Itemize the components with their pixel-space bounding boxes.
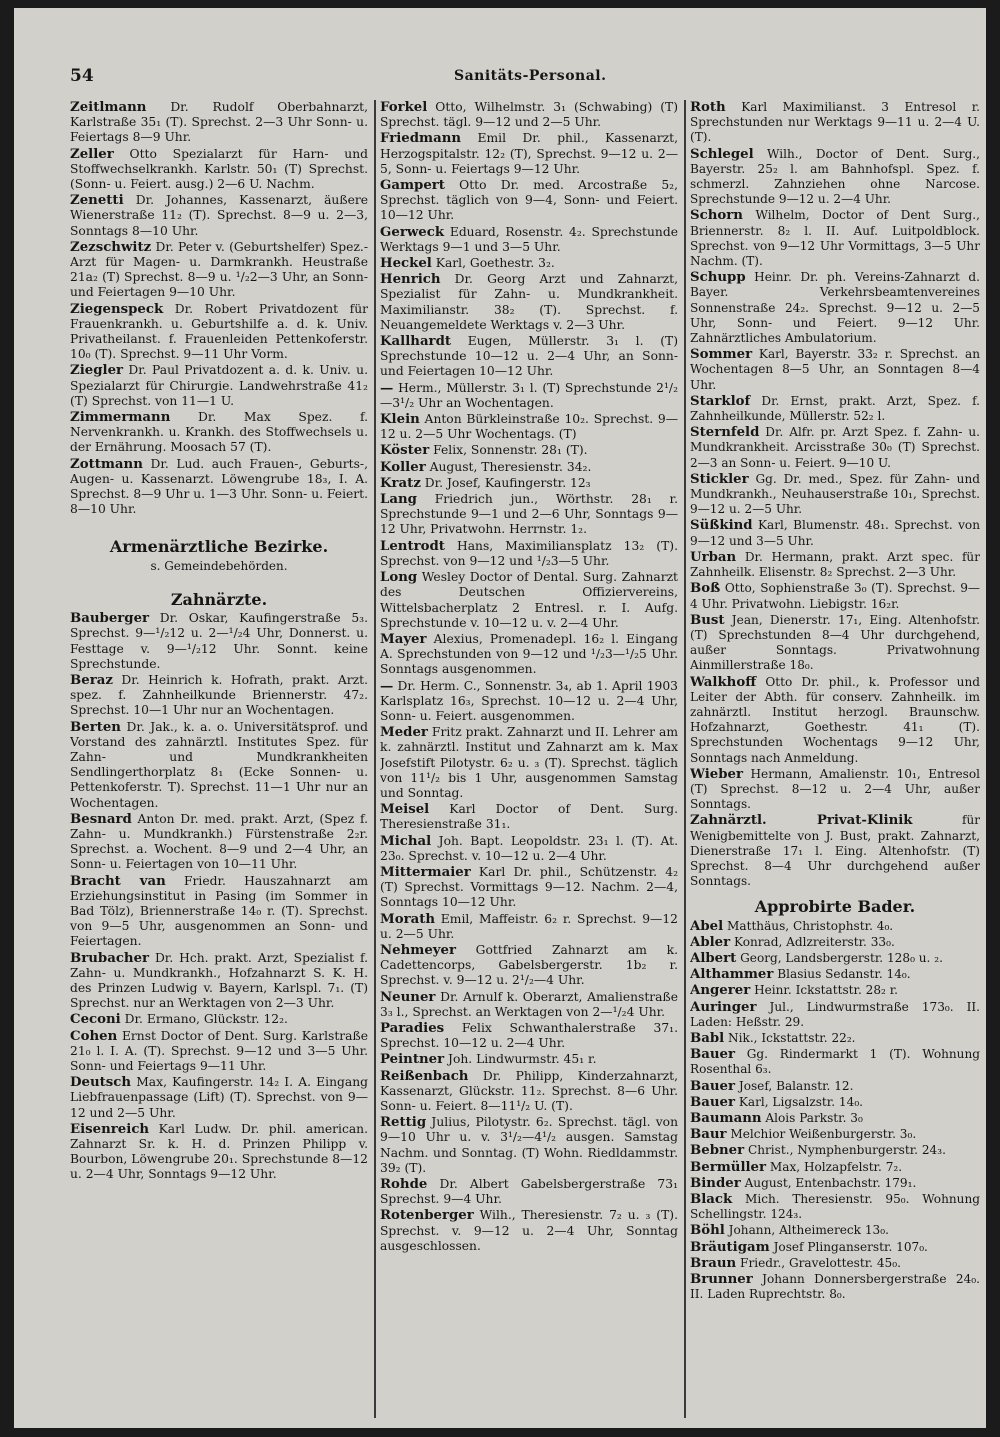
entry-details: Georg, Landsbergerstr. 128₀ u. ₂. — [736, 950, 943, 965]
entry-name: Sternfeld — [690, 425, 760, 441]
entry-name: Böhl — [690, 1223, 725, 1239]
entry-details: Dr. Lud. auch Frauen-, Geburts-, Augen- u. Kassenarzt. Löwengrube 18₃, I. A. Sprechst. 8—9 Uhr u. 1—3 Uhr. Sonn- u. Feiert. 8—10 Uhr. — [70, 456, 368, 517]
entry-name: Zeller — [70, 146, 114, 162]
entry-name: Boß — [690, 581, 721, 597]
entry-name: — — [380, 380, 394, 396]
entry-details: Dr. Hermann, prakt. Arzt spec. für Zahnheilk. Elisenstr. 8₂ Sprechst. 2—3 Uhr. — [690, 549, 980, 580]
directory-entry — [690, 1176, 980, 1191]
directory-entry — [690, 1079, 980, 1094]
entry-name: Nehmeyer — [380, 942, 457, 958]
entry-details: Anton Bürkleinstraße 10₂. Sprechst. 9—12 u. 2—5 Uhr Wochentags. (T) — [380, 412, 678, 442]
entry-details: Dr. Alfr. pr. Arzt Spez. f. Zahn- u. Mundkrankheit. Arcisstraße 30₀ (T) Sprechst. 2—3 an Sonn- u. Feiert. 9—10 U. — [690, 425, 980, 470]
entry-name: — — [380, 678, 394, 694]
entry-name: Lang — [380, 492, 417, 508]
column-divider-right — [684, 100, 686, 1418]
entry-name: Meder — [380, 725, 428, 741]
directory-entry — [70, 363, 368, 409]
directory-entry — [690, 147, 980, 208]
entry-name: Zimmermann — [70, 410, 171, 426]
entry-name: Althammer — [690, 967, 774, 983]
directory-entry — [380, 865, 678, 911]
entry-name: Bermüller — [690, 1159, 767, 1175]
entry-details: Joh. Lindwurmstr. 45₁ r. — [444, 1052, 597, 1067]
entry-details: Hermann, Amalienstr. 10₁, Entresol (T) Sprechst. 8—12 u. 2—4 Uhr, außer Sonntags. — [690, 766, 980, 812]
entry-details: Nik., Ickstattstr. 22₂. — [724, 1030, 856, 1045]
entry-details: Friedr. Hauszahnarzt am Erziehungsinstitut in Pasing (im Sommer in Bad Tölz), Briennerstraße 14₀ r. (T). Sprechst. von 9—5 Uhr, ausgenommen an Sonn- und Feiertagen. — [70, 873, 368, 949]
directory-entry — [690, 208, 980, 269]
entry-details: Dr. Albert Gabelsbergerstraße 73₁ Sprechst. 9—4 Uhr. — [380, 1177, 678, 1207]
entry-details: Dr. Peter v. (Geburtshelfer) Spez.-Arzt für Magen- u. Darmkrankh. Heustraße 21a₂ (T) Sprechst. 8—9 u. ¹/₂2—3 Uhr, an Sonn- und Feiertagen 9—10 Uhr. — [70, 239, 368, 300]
entry-name: Henrich — [380, 272, 441, 288]
entry-name: Zezschwitz — [70, 239, 152, 255]
directory-entry — [690, 813, 980, 889]
entry-details: Dr. Georg Arzt und Zahnarzt, Spezialist für Zahn- u. Mundkrankheit. Maximilianstr. 38₂ (T). Sprechst. f. Neuangemeldete Werktags v. 2—3 Uhr. — [380, 272, 678, 332]
directory-entry — [380, 1069, 678, 1115]
entry-name: Bauberger — [70, 611, 150, 627]
directory-entry — [690, 951, 980, 966]
directory-entry — [690, 394, 980, 424]
entry-details: Felix, Sonnenstr. 28₁ (T). — [429, 443, 588, 458]
directory-entry — [380, 225, 678, 255]
entry-details: Dr. Arnulf k. Oberarzt, Amalienstraße 3₃ l., Sprechst. an Werktagen von 2—¹/₂4 Uhr. — [380, 989, 678, 1019]
directory-entry — [380, 632, 678, 678]
entry-details: Mich. Theresienstr. 95₀. Wohnung Schellingstr. 124₃. — [690, 1192, 980, 1222]
entry-details: August, Theresienstr. 34₂. — [425, 459, 592, 474]
page — [14, 8, 986, 1428]
directory-entry — [380, 476, 678, 491]
entry-name: Lentrodt — [380, 538, 445, 554]
entry-name: Sommer — [690, 347, 753, 363]
entry-details: Heinr. Ickstattstr. 28₂ r. — [750, 983, 899, 998]
entry-name: Kratz — [380, 475, 421, 491]
page-number: 54 — [70, 66, 94, 86]
column-left — [70, 100, 368, 1418]
directory-entry — [380, 570, 678, 631]
directory-entry — [70, 951, 368, 1012]
entry-details: Dr. Heinrich k. Hofrath, prakt. Arzt. spez. f. Zahnheilkunde Briennerstr. 47₂. Sprechst. 10—1 Uhr nur an Wochentagen. — [70, 672, 368, 718]
entry-name: Zeitlmann — [70, 100, 147, 115]
entries-zahnaerzte-right — [690, 100, 980, 889]
column-divider-left — [374, 100, 376, 1418]
entry-name: Heckel — [380, 256, 432, 272]
directory-entry — [380, 412, 678, 442]
directory-entry — [380, 492, 678, 538]
directory-entry — [70, 1075, 368, 1121]
entry-name: Neuner — [380, 989, 436, 1005]
entry-details: Otto Dr. med. Arcostraße 5₂, Sprechst. täglich von 9—4, Sonn- und Feiert. 10—12 Uhr. — [380, 178, 678, 223]
entry-name: Eisenreich — [70, 1121, 150, 1137]
directory-entry — [690, 983, 980, 998]
entry-details: Joh. Bapt. Leopoldstr. 23₁ l. (T). At. 23₀. Sprechst. v. 10—12 u. 2—4 Uhr. — [380, 833, 678, 863]
entry-name: Albert — [690, 950, 737, 966]
directory-entry — [70, 100, 368, 146]
directory-entry — [70, 874, 368, 950]
entry-details: Anton Dr. med. prakt. Arzt, (Spez f. Zahn- u. Mundkrankh.) Fürstenstraße 2₂r. Sprechst. a. Wochent. 8—9 und 2—4 Uhr, an Sonn- u. Feiertagen von 10—11 Uhr. — [70, 811, 368, 872]
directory-entry — [690, 270, 980, 346]
directory-entry — [380, 131, 678, 177]
entry-details: Otto, Wilhelmstr. 3₁ (Schwabing) (T) Sprechst. tägl. 9—12 und 2—5 Uhr. — [380, 100, 678, 130]
directory-entry — [690, 1031, 980, 1046]
entry-details: Heinr. Dr. ph. Vereins-Zahnarzt d. Bayer. Verkehrsbeamtenvereines Sonnenstraße 24₂. Sprechst. 9—12 u. 2—5 Uhr, Sonn- und Feiert. 9—12 Uhr. Zahnärztliches Ambulatorium. — [690, 270, 980, 346]
entry-details: Eduard, Rosenstr. 4₂. Sprechstunde Werktags 9—1 und 3—5 Uhr. — [380, 224, 678, 254]
directory-entry — [380, 1208, 678, 1254]
directory-entry — [690, 1223, 980, 1238]
entry-name: Zenetti — [70, 193, 124, 209]
directory-entry — [70, 673, 368, 719]
directory-entry — [690, 1256, 980, 1271]
entries-zahnaerzte-middle — [380, 100, 678, 1254]
directory-entry — [690, 1095, 980, 1110]
entry-name: Bracht van — [70, 873, 166, 889]
entry-name: Braun — [690, 1255, 737, 1271]
directory-entry — [380, 381, 678, 411]
entry-name: Berten — [70, 719, 121, 735]
entry-name: Paradies — [380, 1020, 445, 1036]
entry-details: Wilhelm, Doctor of Dent Surg., Briennerstr. 8₂ l. II. Auf. Luitpoldblock. Sprechst. von 9—12 Uhr Vormittags, 3—5 Uhr Nachm. (T). — [690, 208, 980, 269]
directory-entry — [690, 935, 980, 950]
entries-zahnaerzte-left — [70, 611, 368, 1183]
entry-name: Mittermaier — [380, 864, 471, 880]
directory-entry — [380, 539, 678, 569]
directory-entry — [380, 256, 678, 271]
directory-entry — [380, 1052, 678, 1067]
entry-details: Wesley Doctor of Dental. Surg. Zahnarzt des Deutschen Offiziervereins, Wittelsbacherplatz 2 Entresl. r. I. Aufg. Sprechstunde v. 10—12 u. v. 2—4 Uhr. — [380, 570, 678, 630]
entry-details: Dr. Ermano, Glückstr. 12₂. — [120, 1012, 288, 1027]
directory-entry — [690, 550, 980, 580]
entry-name: Long — [380, 570, 418, 586]
entry-details: Friedr., Gravelottestr. 45₀. — [736, 1255, 901, 1270]
entry-name: Schlegel — [690, 146, 754, 162]
directory-entry — [70, 147, 368, 193]
entry-details: Dr. Josef, Kaufingerstr. 12₃ — [420, 475, 591, 490]
entry-details: Dr. Rudolf Oberbahnarzt, Karlstraße 35₁ (T). Sprechst. 2—3 Uhr Sonn- u. Feiertags 8—9 Uhr. — [70, 100, 368, 145]
entry-details: Christ., Nymphenburgerstr. 24₃. — [744, 1143, 946, 1158]
directory-entry — [380, 725, 678, 801]
entry-name: Bebner — [690, 1143, 745, 1159]
entry-name: Meisel — [380, 802, 430, 818]
directory-entry — [70, 720, 368, 811]
entry-name: Bauer — [690, 1078, 735, 1094]
entry-details: Wilh., Doctor of Dent. Surg., Bayerstr. 25₂ l. am Bahnhofspl. Spez. f. schmerzl. Zahnziehen ohne Narcose. Sprechstunde 9—12 u. 2—4 Uhr. — [690, 146, 980, 207]
entry-details: Karl, Ligsalzstr. 14₀. — [735, 1094, 864, 1109]
entry-details: Johann Donnersbergerstraße 24₀. II. Laden Ruprechtstr. 8₀. — [690, 1272, 980, 1302]
directory-entry — [380, 272, 678, 333]
entry-details: Dr. Jak., k. a. o. Universitätsprof. und Vorstand des zahnärztl. Institutes Spez. für Zahn- und Mundkrankheiten Sendlingerthorplatz 8₁ (Ecke Sonnen- u. Pettenkoferstr. T). Sprechst. 11—1 Uhr nur an Wochentagen. — [70, 719, 368, 810]
directory-entry — [380, 679, 678, 725]
directory-entry — [690, 100, 980, 146]
entry-name: Black — [690, 1192, 733, 1208]
entry-name: Friedmann — [380, 131, 462, 147]
directory-entry — [690, 472, 980, 518]
section-note-armenaerztliche: s. Gemeindebehörden. — [150, 558, 288, 573]
entry-details: Dr. Hch. prakt. Arzt, Spezialist f. Zahn- u. Mundkrankh., Hofzahnarzt S. K. H. des Prinzen Ludwig v. Bayern, Karlspl. 7₁. (T) Sprechst. nur an Werktagen von 2—3 Uhr. — [70, 950, 368, 1011]
entry-details: Hans, Maximiliansplatz 13₂ (T). Sprechst. von 9—12 und ¹/₂3—5 Uhr. — [380, 538, 678, 568]
directory-entry — [690, 919, 980, 934]
entry-details: Herm., Müllerstr. 3₁ l. (T) Sprechstunde 2¹/₂—3¹/₂ Uhr an Wochentagen. — [380, 380, 678, 410]
entry-details: Wilh., Theresienstr. 7₂ u. ₃ (T). Sprechst. v. 9—12 u. 2—4 Uhr, Sonntag ausgeschlossen. — [380, 1208, 678, 1253]
column-middle — [380, 100, 678, 1418]
section-title-zahnaerzte: Zahnärzte. — [170, 589, 268, 609]
entry-details: Jean, Dienerstr. 17₁, Eing. Altenhofstr. (T) Sprechstunden 8—4 Uhr durchgehend, außer Sonntags. Privatwohnung Ainmillerstraße 18₀. — [690, 612, 980, 673]
entry-details: August, Entenbachstr. 179₁. — [740, 1175, 917, 1190]
entry-details: Matthäus, Christophstr. 4₀. — [723, 918, 894, 933]
directory-entry — [690, 675, 980, 766]
entry-name: Gampert — [380, 178, 445, 194]
entry-details: Alois Parkstr. 3₀ — [761, 1111, 863, 1125]
entry-name: Brunner — [690, 1272, 753, 1288]
entry-name: Gerweck — [380, 224, 445, 240]
section-title-bader: Approbirte Bader. — [754, 897, 916, 917]
entry-details: Dr. Oskar, Kaufingerstraße 5₃. Sprechst. 9—¹/₂12 u. 2—¹/₂4 Uhr, Donnerst. u. Festtage v. 9—¹/₂12 Uhr. Sonnt. keine Sprechstunde. — [70, 611, 368, 671]
entry-details: Fritz prakt. Zahnarzt und II. Lehrer am k. zahnärztl. Institut und Zahnarzt am k. Max Josefstift Pilotystr. 6₂ u. ₃ (T). Sprechst. täglich von 11¹/₂ bis 1 Uhr, ausgenommen Samstag und Sonntag. — [380, 725, 678, 800]
entry-name: Auringer — [690, 999, 757, 1015]
directory-entry — [690, 425, 980, 471]
entry-name: Reißenbach — [380, 1068, 469, 1084]
entry-name: Beraz — [70, 672, 113, 688]
entry-details: Josef Plinganserstr. 107₀. — [769, 1239, 928, 1254]
directory-entry — [380, 834, 678, 864]
entry-details: Karl, Blumenstr. 48₁. Sprechst. von 9—12 und 3—5 Uhr. — [690, 518, 980, 548]
directory-entry — [70, 193, 368, 239]
entry-name: Abel — [690, 918, 724, 934]
directory-entry — [380, 990, 678, 1020]
directory-entry — [690, 518, 980, 548]
entry-details: Emil Dr. phil., Kassenarzt, Herzogspitalstr. 12₂ (T), Sprechst. 9—12 u. 2—5, Sonn- u. Feiertags 9—12 Uhr. — [380, 131, 678, 176]
entry-name: Morath — [380, 911, 436, 927]
entry-name: Süßkind — [690, 518, 753, 534]
entry-name: Schupp — [690, 270, 746, 286]
entry-details: Dr. Ernst, prakt. Arzt, Spez. f. Zahnheilkunde, Müllerstr. 52₂ l. — [690, 393, 980, 424]
directory-entry — [70, 1029, 368, 1075]
entry-details: Dr. Paul Privatdozent a. d. k. Univ. u. Spezialarzt für Chirurgie. Landwehrstraße 41₂ (T) Sprechst. von 11—1 U. — [70, 363, 368, 408]
entry-details: Ernst Doctor of Dent. Surg. Karlstraße 21₀ l. I. A. (T). Sprechst. 9—12 und 3—5 Uhr. Sonn- und Feiertags 9—11 Uhr. — [70, 1028, 368, 1073]
entry-details: Gottfried Zahnarzt am k. Cadettencorps, Gabelsbergerstr. 1b₂ r. Sprechst. v. 9—12 u. 2¹/₂—4 Uhr. — [380, 942, 678, 988]
entry-name: Starklof — [690, 393, 751, 409]
entry-details: Dr. Philipp, Kinderzahnarzt, Kassenarzt, Glückstr. 11₂. Sprechst. 8—6 Uhr. Sonn- u. Feiert. 8—11¹/₂ U. (T). — [380, 1068, 678, 1113]
directory-entry — [70, 1122, 368, 1183]
entry-details: Karl Doctor of Dent. Surg. Theresienstraße 31₁. — [380, 802, 678, 832]
directory-entry — [70, 457, 368, 518]
entry-name: Koller — [380, 459, 426, 475]
entry-details: Otto Spezialarzt für Harn- und Stoffwechselkrankh. Karlstr. 50₁ (T) Sprechst. (Sonn- u. Feiert. ausg.) 2—6 U. Nachm. — [70, 146, 368, 192]
directory-entry — [70, 410, 368, 456]
entry-details: Felix Schwanthalerstraße 37₁. Sprechst. 10—12 u. 2—4 Uhr. — [380, 1020, 678, 1051]
entry-details: für Wenigbemittelte von J. Bust, prakt. Zahnarzt, Dienerstraße 17₁ l. Eing. Altenhofstr. (T) Sprechst. 8—4 Uhr durchgehend außer Sonntags. — [690, 813, 980, 889]
entry-name: Rotenberger — [380, 1208, 474, 1224]
entry-name: Köster — [380, 443, 430, 459]
entry-name: Deutsch — [70, 1075, 132, 1091]
directory-entry — [70, 302, 368, 363]
entry-details: Otto Dr. phil., k. Professor und Leiter der Abth. für conserv. Zahnheilk. im zahnärztl. Institut herzogl. Braunschw. Hofzahnarzt, Goethestr. 41₁ (T). Sprechstunden Wochentags 9—12 Uhr, Sonntags nach Anmeldung. — [690, 674, 980, 765]
entry-details: Julius, Pilotystr. 6₂. Sprechst. tägl. von 9—10 Uhr u. v. 3¹/₂—4¹/₂ ausgen. Samstag Nachm. und Sonntag. (T) Wohn. Riedldammstr. 39₂ (T). — [380, 1115, 678, 1175]
entry-name: Ziegenspeck — [70, 301, 164, 317]
entry-name: Klein — [380, 412, 420, 428]
entries-bader — [690, 919, 980, 1303]
entry-name: Bauer — [690, 1094, 735, 1110]
entry-details: Gg. Rindermarkt 1 (T). Wohnung Rosenthal 6₃. — [690, 1047, 980, 1077]
directory-entry — [380, 460, 678, 475]
entry-details: Dr. Max Spez. f. Nervenkrankh. u. Krankh. des Stoffwechsels u. der Ernährung. Moosach 57 (T). — [70, 410, 368, 455]
entry-name: Bauer — [690, 1047, 735, 1063]
directory-entry — [380, 1021, 678, 1051]
directory-entry — [380, 802, 678, 832]
entry-details: Melchior Weißenburgerstr. 3₀. — [726, 1127, 917, 1142]
directory-entry — [380, 334, 678, 380]
running-head: Sanitäts-Personal. — [454, 68, 607, 84]
entry-name: Bräutigam — [690, 1239, 770, 1255]
entry-details: Eugen, Müllerstr. 3₁ l. (T) Sprechstunde 10—12 u. 2—4 Uhr, an Sonn- und Feiertagen 10—12 Uhr. — [380, 334, 678, 379]
entry-name: Forkel — [380, 100, 428, 115]
entry-name: Walkhoff — [690, 674, 757, 690]
directory-entry — [690, 1160, 980, 1175]
directory-entry — [690, 1192, 980, 1222]
directory-entry — [70, 1012, 368, 1027]
entry-details: Max, Kaufingerstr. 14₂ I. A. Eingang Liebfrauenpassage (Lift) (T). Sprechst. von 9—12 und 2—5 Uhr. — [70, 1075, 368, 1120]
section-title-armenaerztliche: Armenärztliche Bezirke. — [109, 537, 329, 557]
entry-name: Michal — [380, 833, 432, 849]
directory-entry — [380, 178, 678, 224]
directory-entry — [380, 100, 678, 130]
directory-entry — [690, 1143, 980, 1158]
entry-name: Cohen — [70, 1028, 118, 1044]
directory-entry — [690, 767, 980, 813]
entry-name: Ceconi — [70, 1012, 121, 1028]
entry-name: Baumann — [690, 1111, 762, 1126]
entry-details: Dr. Robert Privatdozent für Frauenkrankh. u. Geburtshilfe a. d. k. Univ. Privatheilanst. f. Frauenleiden Pettenkoferstr. 10₀ (T). Sprechst. 9—11 Uhr Vorm. — [70, 301, 368, 362]
directory-entry — [70, 240, 368, 301]
directory-entry — [690, 1127, 980, 1142]
directory-entry — [690, 613, 980, 674]
entry-name: Schorn — [690, 208, 743, 224]
entry-details: Johann, Altheimereck 13₀. — [724, 1223, 889, 1238]
entry-details: Dr. Johannes, Kassenarzt, äußere Wienerstraße 11₂ (T). Sprechst. 8—9 u. 2—3, Sonntags 8—10 Uhr. — [70, 193, 368, 238]
entries-aerzte — [70, 100, 368, 517]
directory-entry — [380, 1115, 678, 1176]
entry-details: Josef, Balanstr. 12. — [735, 1078, 854, 1093]
entry-details: Gg. Dr. med., Spez. für Zahn- und Mundkrankh., Neuhauserstraße 10₁, Sprechst. 9—12 u. 2—5 Uhr. — [690, 471, 980, 517]
directory-entry — [690, 1000, 980, 1030]
entry-details: Karl Dr. phil., Schützenstr. 4₂ (T) Sprechst. Vormittags 9—12. Nachm. 2—4, Sonntags 10—12 Uhr. — [380, 864, 678, 910]
entry-details: Alexius, Promenadepl. 16₂ l. Eingang A. Sprechstunden von 9—12 und ¹/₂3—¹/₂5 Uhr. Sonntags ausgenommen. — [380, 631, 678, 677]
directory-entry — [380, 443, 678, 458]
directory-entry — [690, 1272, 980, 1302]
entry-name: Babl — [690, 1030, 725, 1046]
directory-entry — [380, 1177, 678, 1207]
entry-name: Urban — [690, 549, 737, 565]
entry-name: Ziegler — [70, 363, 124, 379]
entry-name: Rohde — [380, 1177, 428, 1193]
entry-details: Dr. Herm. C., Sonnenstr. 3₄, ab 1. April 1903 Karlsplatz 16₃, Sprechst. 10—12 u. 2—4 Uhr, Sonn- u. Feiert. ausgenommen. — [380, 678, 678, 723]
entry-name: Baur — [690, 1127, 727, 1143]
directory-entry — [380, 912, 678, 942]
entry-details: Friedrich jun., Wörthstr. 28₁ r. Sprechstunde 9—1 und 2—6 Uhr, Sonntags 9—12 Uhr, Privatwohn. Herrnstr. 1₂. — [380, 492, 678, 537]
directory-entry — [380, 943, 678, 989]
entry-details: Emil, Maffeistr. 6₂ r. Sprechst. 9—12 u. 2—5 Uhr. — [380, 911, 678, 941]
directory-entry — [690, 1240, 980, 1255]
entry-details: Karl Maximilianst. 3 Entresol r. Sprechstunden nur Werktags 9—11 u. 2—4 U. (T). — [690, 100, 980, 145]
entry-name: Zottmann — [70, 456, 143, 472]
directory-entry — [70, 611, 368, 672]
directory-entry — [690, 1111, 980, 1126]
entry-name: Abler — [690, 934, 731, 950]
directory-entry — [690, 581, 980, 611]
entry-name: Stickler — [690, 471, 749, 487]
directory-entry — [690, 967, 980, 982]
column-right — [690, 100, 980, 1418]
directory-entry — [70, 812, 368, 873]
entry-name: Brubacher — [70, 950, 150, 966]
entry-name: Rettig — [380, 1115, 427, 1131]
entry-details: Jul., Lindwurmstraße 173₀. II. Laden: Heßstr. 29. — [690, 999, 980, 1029]
entry-name: Wieber — [690, 766, 743, 782]
entry-details: Max, Holzapfelstr. 7₂. — [766, 1159, 903, 1174]
entry-name: Besnard — [70, 811, 132, 827]
page-header — [14, 8, 986, 86]
directory-entry — [690, 1047, 980, 1077]
entry-name: Binder — [690, 1175, 741, 1191]
entry-details: Konrad, Adlzreiterstr. 33₀. — [730, 934, 895, 949]
entry-name: Peintner — [380, 1052, 445, 1068]
entry-name: Zahnärztl. Privat-Klinik — [690, 813, 913, 829]
entry-details: Karl Ludw. Dr. phil. american. Zahnarzt Sr. k. H. d. Prinzen Philipp v. Bourbon, Löwengrube 20₁. Sprechstunde 8—12 u. 2—4 Uhr, Sonntags 9—12 Uhr. — [70, 1121, 368, 1182]
entry-name: Roth — [690, 100, 726, 115]
entry-name: Kallhardt — [380, 334, 452, 350]
entry-name: Angerer — [690, 983, 751, 999]
entry-details: Blasius Sedanstr. 14₀. — [773, 967, 911, 982]
directory-entry — [690, 347, 980, 393]
entry-name: Bust — [690, 612, 725, 628]
entry-name: Mayer — [380, 631, 427, 647]
entry-details: Karl, Goethestr. 3₂. — [431, 256, 555, 271]
entry-details: Otto, Sophienstraße 3₀ (T). Sprechst. 9—4 Uhr. Privatwohn. Liebigstr. 16₂r. — [690, 581, 980, 611]
entry-details: Karl, Bayerstr. 33₂ r. Sprechst. an Wochentagen 8—5 Uhr, an Sonntagen 8—4 Uhr. — [690, 347, 980, 392]
